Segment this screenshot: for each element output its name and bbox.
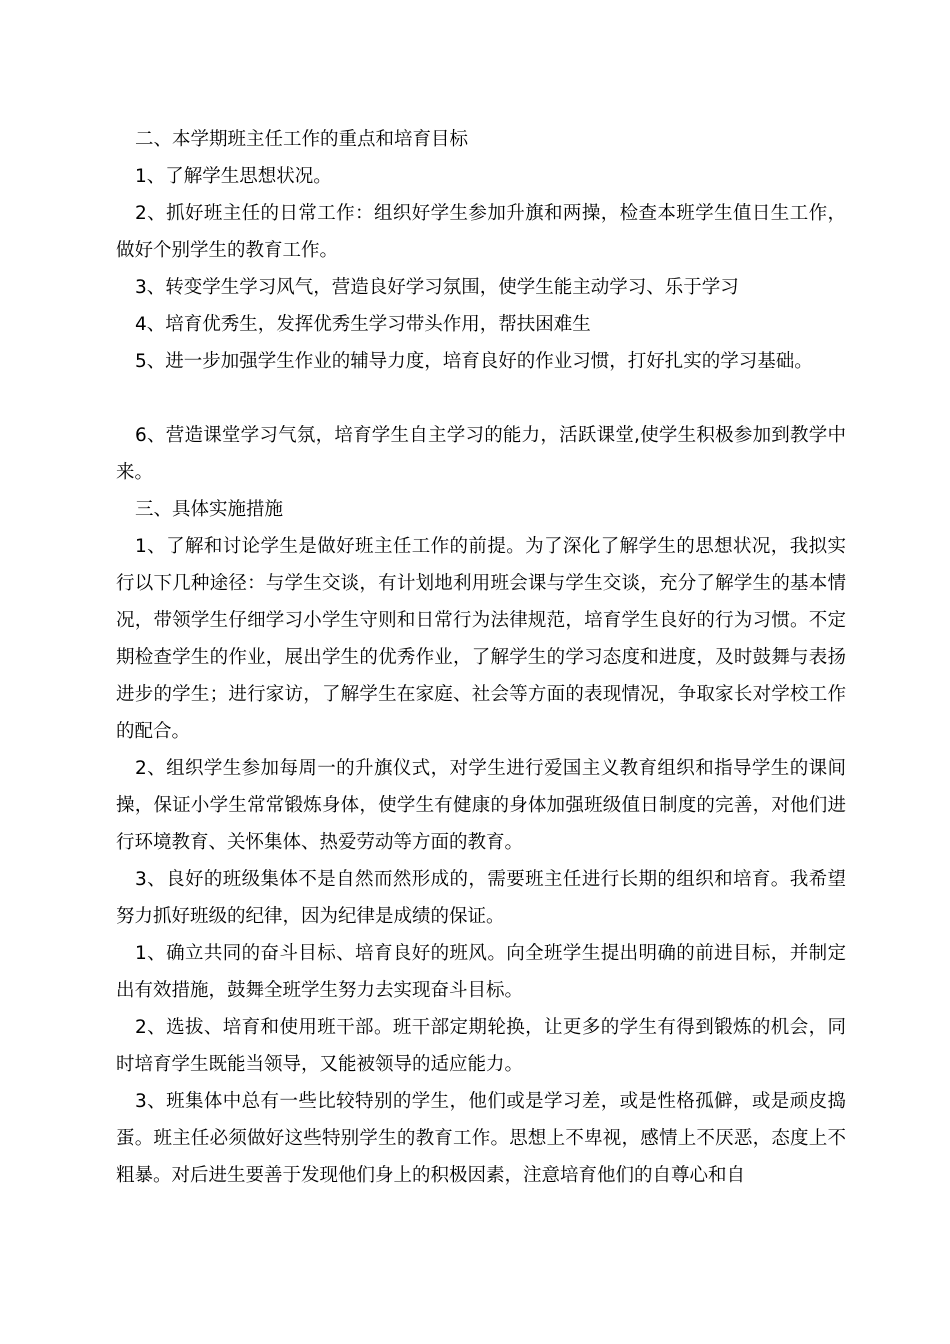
list-item: 2、抓好班主任的日常工作：组织好学生参加升旗和两操，检查本班学生值日生工作，做好个别学生的教育工作。 [116, 203, 846, 261]
body-paragraph: 3、良好的班级集体不是自然而然形成的，需要班主任进行长期的组织和培育。我希望努力抓好班级的纪律，因为纪律是成绩的保证。 [116, 869, 846, 927]
list-item: 3、转变学生学习风气，营造良好学习氛围，使学生能主动学习、乐于学习 [135, 277, 739, 298]
list-item: 6、营造课堂学习气氛，培育学生自主学习的能力，活跃课堂,使学生积极参加到教学中来。 [116, 425, 846, 483]
list-item: 4、培育优秀生，发挥优秀生学习带头作用，帮扶困难生 [135, 314, 591, 335]
section-heading: 三、具体实施措施 [135, 499, 284, 520]
section-heading: 二、本学期班主任工作的重点和培育目标 [135, 129, 469, 150]
body-paragraph: 1、确立共同的奋斗目标、培育良好的班风。向全班学生提出明确的前进目标，并制定出有效措施，鼓舞全班学生努力去实现奋斗目标。 [116, 943, 846, 1001]
list-item: 5、进一步加强学生作业的辅导力度，培育良好的作业习惯，打好扎实的学习基础。 [135, 351, 813, 372]
body-paragraph: 2、选拔、培育和使用班干部。班干部定期轮换，让更多的学生有得到锻炼的机会，同时培育学生既能当领导，又能被领导的适应能力。 [116, 1017, 846, 1075]
document-body [116, 121, 846, 1194]
body-paragraph: 1、了解和讨论学生是做好班主任工作的前提。为了深化了解学生的思想状况，我拟实行以下几种途径：与学生交谈，有计划地利用班会课与学生交谈，充分了解学生的基本情况，带领学生仔细学习小学生守则和日常行为法律规范，培育学生良好的行为习惯。不定期检查学生的作业，展出学生的优秀作业，了解学生的学习态度和进度，及时鼓舞与表扬进步的学生；进行家访，了解学生在家庭、社会等方面的表现情况，争取家长对学校工作的配合。 [116, 536, 846, 742]
body-paragraph: 3、班集体中总有一些比较特别的学生，他们或是学习差，或是性格孤僻，或是顽皮捣蛋。班主任必须做好这些特别学生的教育工作。思想上不卑视，感情上不厌恶，态度上不粗暴。对后进生要善于发现他们身上的积极因素，注意培育他们的自尊心和自 [116, 1091, 846, 1186]
list-item: 1、了解学生思想状况。 [135, 166, 332, 187]
body-paragraph: 2、组织学生参加每周一的升旗仪式，对学生进行爱国主义教育组织和指导学生的课间操，保证小学生常常锻炼身体，使学生有健康的身体加强班级值日制度的完善，对他们进行环境教育、关怀集体、热爱劳动等方面的教育。 [116, 758, 846, 853]
